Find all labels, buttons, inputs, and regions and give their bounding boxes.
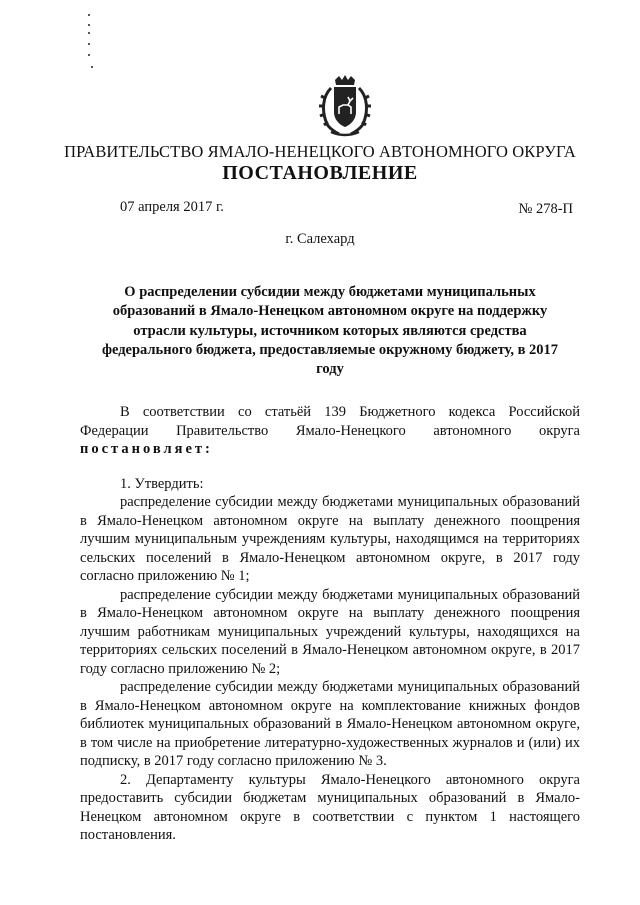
document-city: г. Салехард [285, 231, 355, 247]
paragraph-appendix-3: распределение субсидии между бюджетами муниципальных образований в Ямало-Ненецком автономном округе на комплектование книжных фондов библиотек муниципальных образований в Ямало-Ненецком автономном округе, в том числе на приобретение литературно-художественных журналов и (или) их подписку, в 2017 году согласно приложению № 3. [80, 679, 580, 769]
preamble-text: В соответствии со статьёй 139 Бюджетного кодекса Российской Федерации Правительство Ямало-Ненецкого автономного округа [80, 404, 580, 439]
document-body [80, 403, 580, 845]
paragraph-item-1: 1. Утвердить: [120, 475, 204, 492]
government-name: ПРАВИТЕЛЬСТВО ЯМАЛО-НЕНЕЦКОГО АВТОНОМНОГО ОКРУГА [64, 142, 576, 161]
document-date: 07 апреля 2017 г. [120, 199, 224, 215]
document-number: № 278-П [518, 201, 573, 217]
preamble-paragraph [80, 403, 580, 459]
paragraph-appendix-2: распределение субсидии между бюджетами муниципальных образований в Ямало-Ненецком автономном округе на выплату денежного поощрения лучшим работникам муниципальных учреждений культуры, находящихся на территориях сельских поселений в Ямало-Ненецком автономном округе, в 2017 году согласно приложению № 2; [80, 586, 580, 677]
document-type-title: ПОСТАНОВЛЕНИЕ [222, 162, 418, 184]
paragraph-appendix-1: распределение субсидии между бюджетами муниципальных образований в Ямало-Ненецком автономном округе на выплату денежного поощрения лучшим муниципальным учреждениям культуры, находящимся на территориях сельских поселений в Ямало-Ненецком автономном округе, в 2017 году согласно приложению № 1; [80, 494, 580, 584]
coat-of-arms-icon [317, 74, 373, 138]
document-subject: О распределении субсидии между бюджетами муниципальных образований в Ямало-Ненецком автономном округе на поддержку отрасли культуры, источником которых являются средства федерального бюджета, предоставляемые окружному бюджету, в 2017 году [101, 284, 559, 378]
paragraph-item-2: 2. Департаменту культуры Ямало-Ненецкого автономного округа предоставить субсидии бюджетам муниципальных образований в Ямало-Ненецком автономном округе в соответствии с пунктом 1 настоящего постановления. [80, 771, 580, 843]
scan-margin-marks [84, 10, 94, 70]
resolve-word: постановляет: [80, 441, 213, 457]
